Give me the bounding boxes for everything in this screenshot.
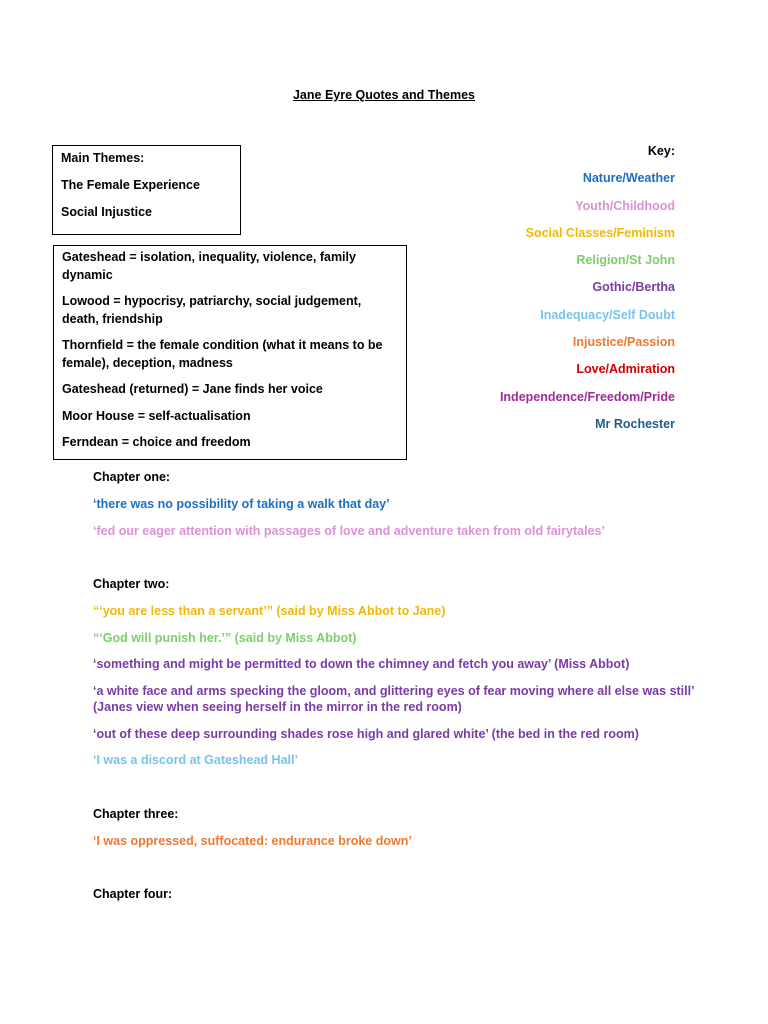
key-item: Religion/St John (576, 253, 675, 268)
key-item: Independence/Freedom/Pride (499, 389, 675, 404)
key-item: Social Classes/Feminism (525, 225, 675, 240)
key-item: Nature/Weather (582, 171, 675, 186)
quote-line: “‘God will punish her.’” (said by Miss Abbot) (93, 630, 357, 645)
main-theme-item: The Female Experience (61, 178, 200, 192)
colour-key (500, 143, 675, 443)
main-themes-heading: Main Themes: (61, 151, 145, 165)
quote-line: ‘I was a discord at Gateshead Hall’ (93, 753, 298, 767)
chapter-heading: Chapter two: (93, 577, 170, 591)
key-item: Love/Admiration (576, 362, 675, 377)
page-title: Jane Eyre Quotes and Themes (292, 88, 475, 102)
chapter-heading: Chapter one: (93, 470, 171, 484)
quote-line: ‘something and might be permitted to down the chimney and fetch you away’ (Miss Abbot) (93, 657, 630, 671)
main-theme-item: Social Injustice (61, 205, 153, 219)
location-item: Gateshead = isolation, inequality, violence, family dynamic (62, 250, 356, 282)
key-item: Mr Rochester (595, 416, 675, 431)
main-themes-box (52, 145, 241, 235)
quote-line: ‘I was oppressed, suffocated: endurance broke down’ (93, 833, 412, 848)
location-item: Moor House = self-actualisation (62, 408, 251, 423)
quote-line: ‘fed our eager attention with passages of love and adventure taken from old fairytales’ (93, 523, 605, 538)
chapter-heading: Chapter four: (93, 887, 173, 901)
quote-line: ‘out of these deep surrounding shades rose high and glared white’ (the bed in the red room) (93, 726, 639, 741)
key-item: Gothic/Bertha (592, 280, 675, 295)
key-heading: Key: (647, 144, 675, 158)
location-item: Ferndean = choice and freedom (62, 435, 251, 449)
chapters-section (93, 469, 713, 913)
key-item: Inadequacy/Self Doubt (540, 307, 675, 322)
location-item: Lowood = hypocrisy, patriarchy, social judgement, death, friendship (62, 294, 362, 326)
locations-box (53, 245, 407, 460)
location-item: Gateshead (returned) = Jane finds her voice (62, 382, 323, 396)
location-item: Thornfield = the female condition (what it means to be female), deception, madness (62, 338, 383, 370)
quote-line: ‘there was no possibility of taking a walk that day’ (93, 497, 390, 511)
key-item: Youth/Childhood (575, 198, 675, 213)
key-item: Injustice/Passion (572, 335, 675, 350)
chapter-heading: Chapter three: (93, 806, 179, 821)
quote-line: “‘you are less than a servant’” (said by Miss Abbot to Jane) (93, 604, 446, 618)
quote-line: ‘a white face and arms specking the gloom, and glittering eyes of fear moving where all else was still’ (Janes view when seeing herself in the mirror in the red room) (93, 683, 694, 714)
